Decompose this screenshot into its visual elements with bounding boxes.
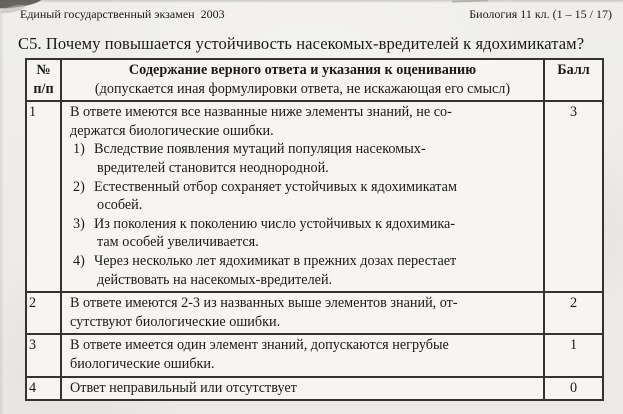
list-marker: 4) [73,252,85,269]
page-header [20,7,612,21]
criteria-line: особей. [97,197,143,214]
criteria-line: В ответе имеются все названные ниже элементы знаний, не со- [70,104,452,121]
table-row [26,292,603,334]
scan-top-edge-shading [0,0,623,3]
header-content-note: (допускается иная формулировки ответа, не искажающая его смысл) [94,80,511,97]
list-marker: 2) [73,178,85,195]
table-row [26,101,603,292]
exam-title: Единый государственный экзамен 2003 [20,7,225,21]
row-number: 4 [26,377,61,401]
row-score: 1 [544,334,603,376]
scan-left-edge-shading [0,0,4,414]
list-marker: 3) [73,215,85,232]
question-title: С5. Почему повышается устойчивость насекомых-вредителей к ядохимикатам? [18,34,585,53]
header-content-title: Содержание верного ответа и указания к оцениванию [128,62,477,78]
row-number: 3 [26,334,61,376]
list-marker: 1) [73,141,85,158]
criteria-line [64,178,541,197]
grading-criteria-table [25,58,604,401]
criteria-line: В ответе имеются 2-3 из названных выше элементов знаний, от- [70,295,458,312]
header-score-label: Балл [557,62,590,78]
criteria-line-text: Вследствие появления мутаций популяция насекомых- [94,141,426,158]
row-number: 1 [26,101,61,292]
row-score: 3 [544,101,603,292]
header-number-line2: п/п [33,80,54,97]
header-number-line1: № [36,62,51,78]
criteria-line: сутствуют биологические ошибки. [70,313,281,330]
row-number: 2 [26,292,61,334]
subject-page-ref: Биология 11 кл. (1 – 15 / 17) [469,7,612,21]
header-score-cell [544,59,603,101]
criteria-line: там особей увеличивается. [97,234,259,251]
header-content-cell [61,59,544,101]
criteria-line [64,252,541,271]
criteria-line: держатся биологические ошибки. [70,122,274,139]
table-row [26,377,603,401]
criteria-line [64,215,541,234]
criteria-line: действовать на насекомых-вредителей. [97,271,333,288]
criteria-line-text: Через несколько лет ядохимикат в прежних дозах перестает [94,252,457,269]
criteria-line: Ответ неправильный или отсутствует [70,379,297,396]
criteria-line [64,140,541,159]
criteria-content [61,377,544,401]
criteria-content [61,334,544,376]
criteria-line-text: Естественный отбор сохраняет устойчивых к ядохимикатам [94,178,457,195]
row-score: 2 [544,292,603,334]
criteria-line: В ответе имеется один элемент знаний, допускаются негрубые [70,337,449,354]
criteria-line-text: Из поколения к поколению число устойчивых к ядохимика- [94,215,456,232]
criteria-line: биологические ошибки. [70,355,215,372]
table-header-row [26,59,603,101]
table-row [26,334,603,376]
header-number-cell [26,59,61,101]
criteria-content [61,292,544,334]
criteria-line: вредителей становится неоднородной. [97,159,329,176]
criteria-content [61,101,544,292]
row-score: 0 [544,377,603,401]
